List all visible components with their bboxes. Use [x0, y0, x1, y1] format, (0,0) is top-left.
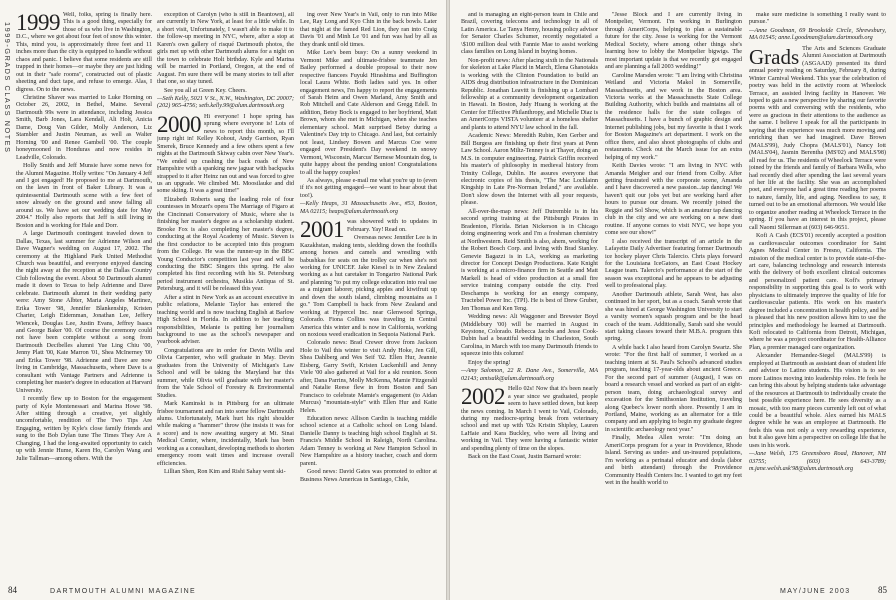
right-page	[450, 0, 896, 600]
grads-heading: Grads	[749, 44, 800, 69]
section-side-label: 1999-GRADS CLASS NOTES	[3, 22, 12, 154]
column-paragraph	[300, 178, 437, 200]
left-column-1	[16, 12, 152, 577]
paragraph-text: All-over-the-map news: Jeff Dutremble is in his second spring training at the Pittsburgh Pirates in Bradenton, Florida. Brian Nickerson is in Chicago doing engineering work and I'm a freshman chemistry at Northwestern. Reid Smith is also, ahem, working for the Robert Bosch Corp. and living with Brad Stanley. Genevie Bagazzi is in LA, working as marketing director for Concept Design Productions. Kate Knight is working at a micro-finance firm in Seattle and Matt Markell is head of video production at a small fire service training company outside the city. Fred Deschamps is working for an energy company, Tractebel Power Inc. (TPI). He is best of Drew Gruber, Jen Thomas and Ken Teng.	[461, 208, 598, 312]
right-column-2	[605, 12, 742, 577]
column-paragraph	[157, 295, 294, 347]
left-page	[0, 0, 446, 600]
paragraph-text: After a stint in New York as an account executive in public relations, Melanie Taylor has entered the teaching world and is now teaching English at Barlow High School in Florida. In addition to her teaching responsibilities, Melanie is putting her journalism background to use as the school's newspaper and yearbook adviser.	[157, 294, 294, 346]
paragraph-text: Wedding news: Ali Waggoner and Brewster Boyd (Middlebury '00) will be married in August in Keystone, Colorado. Rebecca Jacobs and Jesse Cook-Dubin had a beautiful wedding in Charleston, South Carolina, in March with too many Dartmouth friends to squeeze into this column!	[461, 314, 598, 358]
column-paragraph	[157, 197, 294, 294]
paragraph-text: Enjoy the spring!	[468, 359, 511, 366]
paragraph-text: A while back I also heard from Carolyn Swartz. She wrote: "For the first half of summer, I worked as a teaching intern at St. Paul's School's advanced studies program, teaching 17-year-olds about ancient Greece. For the second part of summer (August), I was on board a research vessel and worked as part of an eight-person team, doing archaeological survey and excavation for the Smithsonian Institution, traveling along Quebec's lower north shore. Presently I am in Portland, Maine, working as an alternator for a title company and am applying to begin my graduate degree in scientific archaeology next year."	[605, 344, 742, 433]
column-paragraph	[749, 12, 886, 27]
column-paragraph	[461, 133, 598, 208]
column-paragraph	[605, 345, 742, 434]
paragraph-text: Academic News: Meredith Rubin, Ken Gerber and Bill Burgess are finishing up their first years at Penn Law School. Aaron Miltz-Tenney is at Thayer, doing an M.S. in computer engineering. Patrick Griffin received his master's of philosophy in medieval history from Trinity College, Dublin. He assures everyone that electronic copies of his thesis, "The Mac Lochlainn Kingship in Late Pre-Norman Ireland," are available. Don't slow down the Internet with all your requests, please.	[461, 133, 598, 207]
column-paragraph	[461, 58, 598, 133]
column-paragraph	[461, 360, 598, 367]
paragraph-text: I recently flew up to Boston for the engagement party of Kyle Montenessari and Marina Howe '98. After sitting through a creative, yet slightly uncomfortable, rendition of The Two Tips Are Engaging, written by Kyle's close family friends and sung to the Bob Dylan tune The Times They Are A Changing, I had the long-awaited opportunity to catch up with Jennie Hume, Karen Ho, Carolyn Wang and Julie Tallman—among others. With the	[16, 396, 152, 462]
column-paragraph	[157, 88, 294, 95]
column-paragraph	[16, 95, 152, 162]
column-paragraph	[16, 231, 152, 395]
column-paragraph	[749, 233, 886, 352]
column-paragraph	[605, 292, 742, 344]
paragraph-text: Mark Kaminski is in Pittsburg for an ultimate frisbee tournament and ran into some fellow Dartmouth alums. Unfortunately, Mark hurt his right shoulder while making a "hammer" throw (the insists it was for a score) and is now awaiting surgery at Mt. Sinai Medical Center, where, incidentally, Mark has been working as a consultant, developing methods to shorten emergency room wait times and increase overall efficiencies.	[157, 401, 294, 467]
paragraph-text: Keith Davies wrote: "I am living in NYC with Amanda Meigher and our friend from Colby. After getting frustrated with the corporate scene, Amanda and I have discovered a new passion...tap dancing! We haven't quit our jobs yet but are working hard after hours to pursue our dream. We recently joined the Reggie and Sol Show, which is an amateur tap dancing club in the city and we are working on a new duet routine. If anyone comes to visit NYC, we hope you come see our show!"	[605, 163, 742, 237]
column-paragraph	[157, 469, 294, 476]
paragraph-text: Another Dartmouth athlete, Sarah West, has also continued in her sport, but as a coach. Sarah wrote that she was hired at George Washington University to start a varsity women's squash program and be the head coach of the team. Additionally, Sarah said she would start taking classes toward their M.B.A. program this spring.	[605, 291, 742, 343]
column-paragraph	[749, 46, 886, 232]
column-paragraph	[461, 386, 598, 453]
magazine-footer: DARTMOUTH ALUMNI MAGAZINE	[50, 588, 197, 595]
column-signature: —Seth Kelly, 5021 V St., N.W., Washington, DC 20007; (202) 965-4756; seth.kelly.99@alum.dartmouth.org	[157, 95, 294, 110]
paragraph-text: Alexander Hemandez-Siegel (MALS'99) is employed at Dartmouth as assistant dean of student life and advisor to Latino students. His vision is to see more Latinos moving into leadership roles. He feels he can bring this about by helping students take advantage of the resources at Dartmouth to individually create the best possible experience here. He sees diversity as a mosaic, with too many pieces currently left out of what could be a beautiful whole. Alex earned his MALS degree while he was an employee at Dartmouth. He feels this was not only a very rewarding experience, but it also gave him a perspective on college life that he uses in his work.	[749, 353, 886, 449]
paragraph-text: Well, folks, spring is finally here. This is a good thing, especially for those of us who live in Washington, D.C., where we got about four feet of snow this winter. This, mind you, is approximately three feet and 11 inches more than the city is equipped to handle without chaos and panic. I believe that some residents are still trapped in their homes—or maybe they are just hiding out in their "safe rooms", constructed out of plastic sheeting and duct tape, and refuse to emerge. Alas, I digress. On to the news.	[16, 12, 152, 93]
column-signature: —Amy Salomon, 22 R. Dane Ave., Somerville, MA 02143; amisalk@alum.dartmouth.org	[461, 368, 598, 382]
paragraph-text: Lillian Shen, Ron Kim and Rishi Sahay went ski-	[164, 469, 286, 476]
paragraph-text: Finally, Medea Allen wrote: "I'm doing an AmeriCorps program for a year in Providence, Rhode Island. Serving as under- and un-insured populations, I'm working as a perinatal educator and doula (labor and birth attendant) through the Providence Community Health Centers Inc. I wanted to get my feet wet in the health world to	[605, 435, 742, 487]
paragraph-text: Overseas news: Jennifer Lee is in Kazakhstan, making tents, sledding down the foothills among horses and camels and wrestling with babushkas for seats on the trolley car when she's not working for UNICEF. Jake Kiesel is in New Zealand working as a hut caretaker in Tongariro National Park and planning "to put my college education into real use as a migrant laborer, picking apples and kiwifruit up and down the south island, climbing mountains as I go." Tom Campbell is back from New Zealand and working at Hypercel Inc. near Glenwood Springs, Colorado. Fiona Collins was traveling in Central America this winter and is now in California, working on noxious weed eradication in Sequoia National Park.	[300, 235, 437, 339]
column-paragraph	[605, 239, 742, 291]
column-paragraph	[300, 340, 437, 415]
paragraph-text: ing over New Year's in Vail, only to run into Mike Lee, Ray Long and Kyo Chin in the back bowls. Later that night at the famed Red Lion, they ran into Craig Davis '01 and Minh Le '01 and fun was had by all as they drank until old times.	[300, 12, 437, 48]
column-paragraph	[300, 50, 437, 177]
paragraph-text: exception of Carolyn (who is still in Beantown), all are currently in New York, at least for a little while. In a short visit, Unfortunately, I wasn't able to make it to the follow-up meeting in NYC, where, after a stop at Karen's own gallery of risqué Dartmouth photos, the girls met up with other Dartmouth alums for a night on the town to celebrate Holt birthday. Kyle and Marina will be married in Portland, Oregon, at the end of August. I'm sure there will be many stories to tell after that one, so stay tuned.	[157, 12, 294, 86]
class-year-heading: 2000	[157, 111, 201, 137]
column-paragraph	[157, 111, 294, 196]
column-paragraph	[16, 12, 152, 94]
paragraph-text: was showered with to updates in February. Yay! Read on.	[347, 219, 437, 233]
paragraph-text: Education news: Allison Cardin is teaching middle school science at a Catholic school on Long Island. Danielle Danny is teaching high school English at St. Francis's Middle School in Raleigh, North Carolina. Adam Tenney is working at New Hampton School in New Hampshire as a history teacher, coach and dorm parent.	[300, 416, 437, 467]
paragraph-text: Hello 02s! Now that it's been nearly a year since we graduated, people seem to have settled down, but keep the news coming. In March I went to Vail, Colorado, during my mediocre-spring break from veterinary school and met up with '02s Kristin Shipley, Lauren LaHaie and Kara Buckley, who were all living and working in Vail. They were having a fantastic winter and spending plenty of time on the slopes.	[461, 386, 598, 452]
paragraph-text: See you all at Green Key. Cheers.	[164, 87, 247, 94]
paragraph-text: As always, please e-mail me what you're up to (even if it's not getting engaged—we want to hear about that too!).	[300, 177, 437, 199]
column-paragraph	[461, 454, 598, 461]
paragraph-text: Good news: David Gates was promoted to editor at Business News Americas in Santiago, Chile,	[300, 469, 437, 483]
paragraph-text: Christine Shaver was married to Luke Horning on October 26, 2002, in Bethel, Maine. Several Dartmouth 99s were in attendance, including Jessica Smith, Barb Jones, Lara Kendall, Ali Holt, Anicia Dame, Doug Van Gilder, Molly Anderson, Liz Stambler and Justin Neuman, as well as Walter Horning '00 and Renee Gambell '00. The couple honeymooned in Honduras and now resides in Leadville, Colorado.	[16, 94, 152, 161]
right-column-3	[749, 12, 886, 577]
class-year-heading: 2001	[300, 217, 344, 243]
column-paragraph	[157, 348, 294, 400]
paragraph-text: Hi everyone! I hope spring has sprung where everyone is! Lots of news to report this month, so I'll jump right in! Kelley Kohout, Andy Garrison, Ryan Smerek, Bruce Kennedy and a few others spent a few nights at the Dartmouth Skiway cabin over New Year's. "We ended up crashing the back roads of New Hampshire with a spanking new jaguar with backpacks strapped to it after Heinz ran out and was forced to give us an upgrade. We climbed Mt. Moosilauke and did some skiing. It was a great time!"	[157, 113, 294, 195]
column-paragraph	[157, 12, 294, 87]
paragraph-text: and is managing an eight-person team in Chile and Brazil, covering telecoms and technology in all of Latin America. Le Tanya Hemy, housing policy advisor for Senator Charles Schumer, recently negotiated a \$100 million deal with Fannie Mae to assist working class families on Long Island in buying homes.	[461, 12, 598, 56]
left-column-3	[300, 12, 437, 577]
column-paragraph	[300, 235, 437, 339]
column-paragraph	[300, 469, 437, 484]
column-paragraph	[300, 12, 437, 49]
paragraph-text: I also received the transcript of an article in the Lafayette Daily Advertiser featuring former Dartmouth ice hockey player Chris Talercio. Chris plays forward for the Louisiana IceGators, an East Coast Hockey League team. Talercio's performance at the start of the season was exceptional and he appears to be adjusting well to professional play.	[605, 238, 742, 290]
column-paragraph	[605, 435, 742, 487]
paragraph-text: Colorado news: Brad Crewer drove from Jackson Hole to Vail this winter to visit Andy Hoke, Jen Gill, Shea Dahlberg and Wes Seif '02. Ellen Hur, Jeannie Eisberg, Garry Swift, Kristen Luckenhill and Jenny Viele '00 also gathered at Vail for a ski reunion. Soon after, Dana Parrins, Molly McKenna, Mamie Fitzgerald and Natalie Reese flew in from Boston and San Francisco to celebrate Mamie's engagement (to Aidan Murcus) "mountain-style" with Ellen Hur and Katie Helen.	[300, 340, 437, 414]
column-paragraph	[16, 163, 152, 230]
right-column-1	[461, 12, 598, 577]
column-paragraph	[461, 314, 598, 359]
paragraph-text: Congratulations are in order for Devin Willis and Olivia Carpenter, who will graduate in May. Devin graduates from the University of Michigan's Law School and will be taking the Maryland bar this summer, while Olivia will graduate with her master's from the Yale School of Forestry & Environmental Studies.	[157, 347, 294, 399]
column-paragraph	[461, 209, 598, 313]
column-paragraph	[300, 416, 437, 468]
column-signature: —Anne Goodman, 69 Brookside Circle, Shrewsbury, MA 01545; anne.l.goodman@alum.dartmouth.org	[749, 27, 886, 42]
class-year-heading: 1999	[16, 12, 60, 35]
paragraph-text: The Arts and Sciences Graduate Alumni Association at Dartmouth (ASGAAD) presented its third annual poetry reading on Saturday, February 8, during Winter Carnival Weekend. This year the celebration of poetry was held in the activity room at Wheelock Terrace, an assisted living facility in Hanover. We hoped to gain a new perspective by sharing our favorite poems with and conversing with the residents, who were as gracious in their attentions to the audience as the same. I believe I speak for all the participants in saying that the experience was much more moving and enriching than we had imagined. Dave Brown (MALS'99), Judy Chopra (MALS'01), Nancy Iott (MALS'04), Jasmin Berentha (MS'02) and MALS'98) all read for us. The residents of Wheelock Terrace were joined by the friends and family of Barbara Wells, who had recently died after spending the last several years of her life at the facility. She was an accomplished poet, and everyone had a great time reading her poems to nature, family, life, and aging. Needless to say, it turned out to be an emotional afternoon. We would like to organize another reading at Wheelock Terrace in the spring. If you have an interest in this project, please call Naomi Sillerman at (603) 646-9651.	[749, 45, 886, 231]
column-paragraph	[300, 217, 437, 243]
paragraph-text: make sure medicine is something I really want to pursue."	[749, 12, 886, 26]
paragraph-text: Elizabeth Roberts sang the leading role of four countesses in Mozart's opera The Marriage of Figaro at the Cincinnati Conservatory of Music, where she is finishing her master's degree as a scholarship student. Brooke Fox is also completing her master's degree, conducting at the Royal Academy of Music. Steven is the first conductor to be accepted into this program from the College. He was the runner-up in the BBC Young Conductor's competition last year and will be conducting the BBC Singers this spring. He also completed his first recording with his St. Petersburg period instrument orchestra, Musikia Antiqua of St. Petersburg, and it will be released this year.	[157, 196, 294, 293]
column-paragraph	[461, 12, 598, 57]
paragraph-text: "Jesse Block and I are currently living in Montpelier, Vermont. I'm working in Burlington through AmeriCorps, helping to plan a sustainable future for the city. Jesse is working for the Vermont Medical Society, where among other things she's learning how to lobby the Montpelier bigwigs. The most important update is that we recently got engaged and are planning a fall 2003 wedding!"	[605, 12, 742, 71]
column-paragraph	[605, 163, 742, 238]
left-column-2	[157, 12, 294, 577]
paragraph-text: Non-profit news: After placing sixth in the Nationals for skeleton at Lake Placid in March, Elena Ghanotakis is working with the Clinton Foundation to build an AIDS drug distribution infrastructure in the Dominican Republic. Jonathan Leavitt is finishing up a Lombard fellowship at a community development organization in Hawaii. In Boston, Judy Huang is working at the Center for Effective Philanthropy, and Michelle Diaz is an AmeriCorps VISTA volunteer at a homeless shelter and plants to attend NYU law school in the fall.	[461, 57, 598, 131]
column-signature: —Kelly Heaps, 31 Massachusetts Ave., #53, Boston, MA 02115; heaps@alum.dartmouth.org	[300, 201, 437, 215]
paragraph-text: Back on the East Coast, Justin Barnard wrote:	[468, 454, 581, 461]
page-number-left: 84	[8, 585, 17, 595]
paragraph-text: Caroline Marsden wrote: "I am living with Christina Weiland and Victoria Makol in Somerville, Massachusetts, and we work in the Boston area. Victoria works at the Massachusetts State College Building Authority, which builds and maintains all of the residence halls for the state colleges of Massachusetts. I have a bunch of graphic design and Internet publishing jobs, but my favorite is that I work for Boston Magazine's art department. I work on the office there, and also shoot photographs of clubs and restaurants. Check out the March issue for an extra helping of my work."	[605, 72, 742, 161]
column-signature: —Jane Welsh, 175 Greensboro Road, Hanover, NH 03755; (603) 643-3789; m.jane.welsh.ask'98@alum.dartmouth.org	[749, 451, 886, 473]
paragraph-text: Kofi A Cash (ECS'01) recently accepted a position as cardiovascular outcomes coordinator for Saint Agnes Medical Center in Fresno, California. The mission of the medical center is to provide state-of-the-art care, balancing technology and research interests with the delivery of both excellent clinical outcomes and personalized patient care. Kofi's primary responsibility in supporting this goal is to work with physicians to ultimately improve the quality of life for cardiovascular patients. His work on his master's degree included a concentration in health policy, and he is pleased that his new position allows him to use the principles and methodology he learned at Dartmouth. Kofi relocated to California from Detroit, Michigan, where he was a project coordinator for Health-Alliance Plan, a premier managed care organization.	[749, 233, 886, 351]
column-paragraph	[749, 353, 886, 450]
class-year-heading: 2002	[461, 384, 505, 410]
column-paragraph	[605, 73, 742, 162]
column-paragraph	[16, 396, 152, 463]
page-number-right: 85	[878, 585, 887, 595]
column-paragraph	[605, 12, 742, 72]
column-paragraph	[157, 401, 294, 468]
paragraph-text: Holly Smith and Jeff Munsie have some news for the Alumni Magazine. Holly writes: "On January 4 Jeff and I got engaged! He proposed to me at Dartmouth, on the lawn in front of Baker Library. It was a quintessential Dartmouth scene with a few feet of snow already on the ground and snow falling all around us. We have set our wedding date for May 2004." Holly also reports that Jeff is still living in Boston and is working for Hale and Dorr.	[16, 163, 152, 229]
paragraph-text: A large Dartmouth contingent traveled down to Dallas, Texas, last summer for Adrienne Wilson and Dave Wagner's wedding on August 17, 2002. The ceremony at the Highland Park United Methodist Church was beautiful, and everyone enjoyed dancing the night away at the reception at the Dallas Country Club following the event. About 50 Dartmouth alumni made it down to Texas to help Adrienne and Dave celebrate. Dartmouth alumni in their wedding party were: Amy Stone Albter, Maria Angeles Martinez, Erika Tower '98, Jennifer Blankenship, Kristen Charter, Leigh Eidemman, Jonathan Lee, Jeffery Wiencek, Douglas Lee, Justin Evans, Jeffrey Isaacs and George Baker '00. Of course the ceremony could not have been complete without a song from Dartmouth Decibelles alumni Yue Ling Chiu '00, Jenny Platt '00, Kate Marron '01, Shea McInerney '00 and Erika Tower '98. Adrienne and Dave are now living in Cambridge, Massachusetts, where Dave is a consultant with Vantage Partners and Adrienne is completing her master's degree in education at Harvard University.	[16, 231, 152, 394]
issue-date-footer: MAY/JUNE 2003	[780, 588, 851, 595]
paragraph-text: Mike Lee's been busy: On a sunny weekend in Vermont Mike and ultimate-frisbee teammate Jen Bailey performed a double proposal to their now respective fiancees Fuyuki Hirashima and Buffington local Laura White. Both ladies said yes. In other engagement news, I'm happy to report the engagements of Sarah Heim and Owen Marland, Amy Smith and Rob Mitchell and Cate Alderson and Gregg Edell. In addition, Betsy Bock is engaged to her boyfriend, Matt Brown, whom she met in Michigan, when she teaches elementary school. Matt surprised Betsy during a Valentine's Day trip to Chicago. And last, but certainly not least, Lindsey Bowen and Marcus Coe were engaged over President's Day weekend in snowy Vermont, Wisconsin, Marcus' Bernese Mountain dog, is quite happy about the pending union! Congratulations to all the happy couples!	[300, 50, 437, 176]
